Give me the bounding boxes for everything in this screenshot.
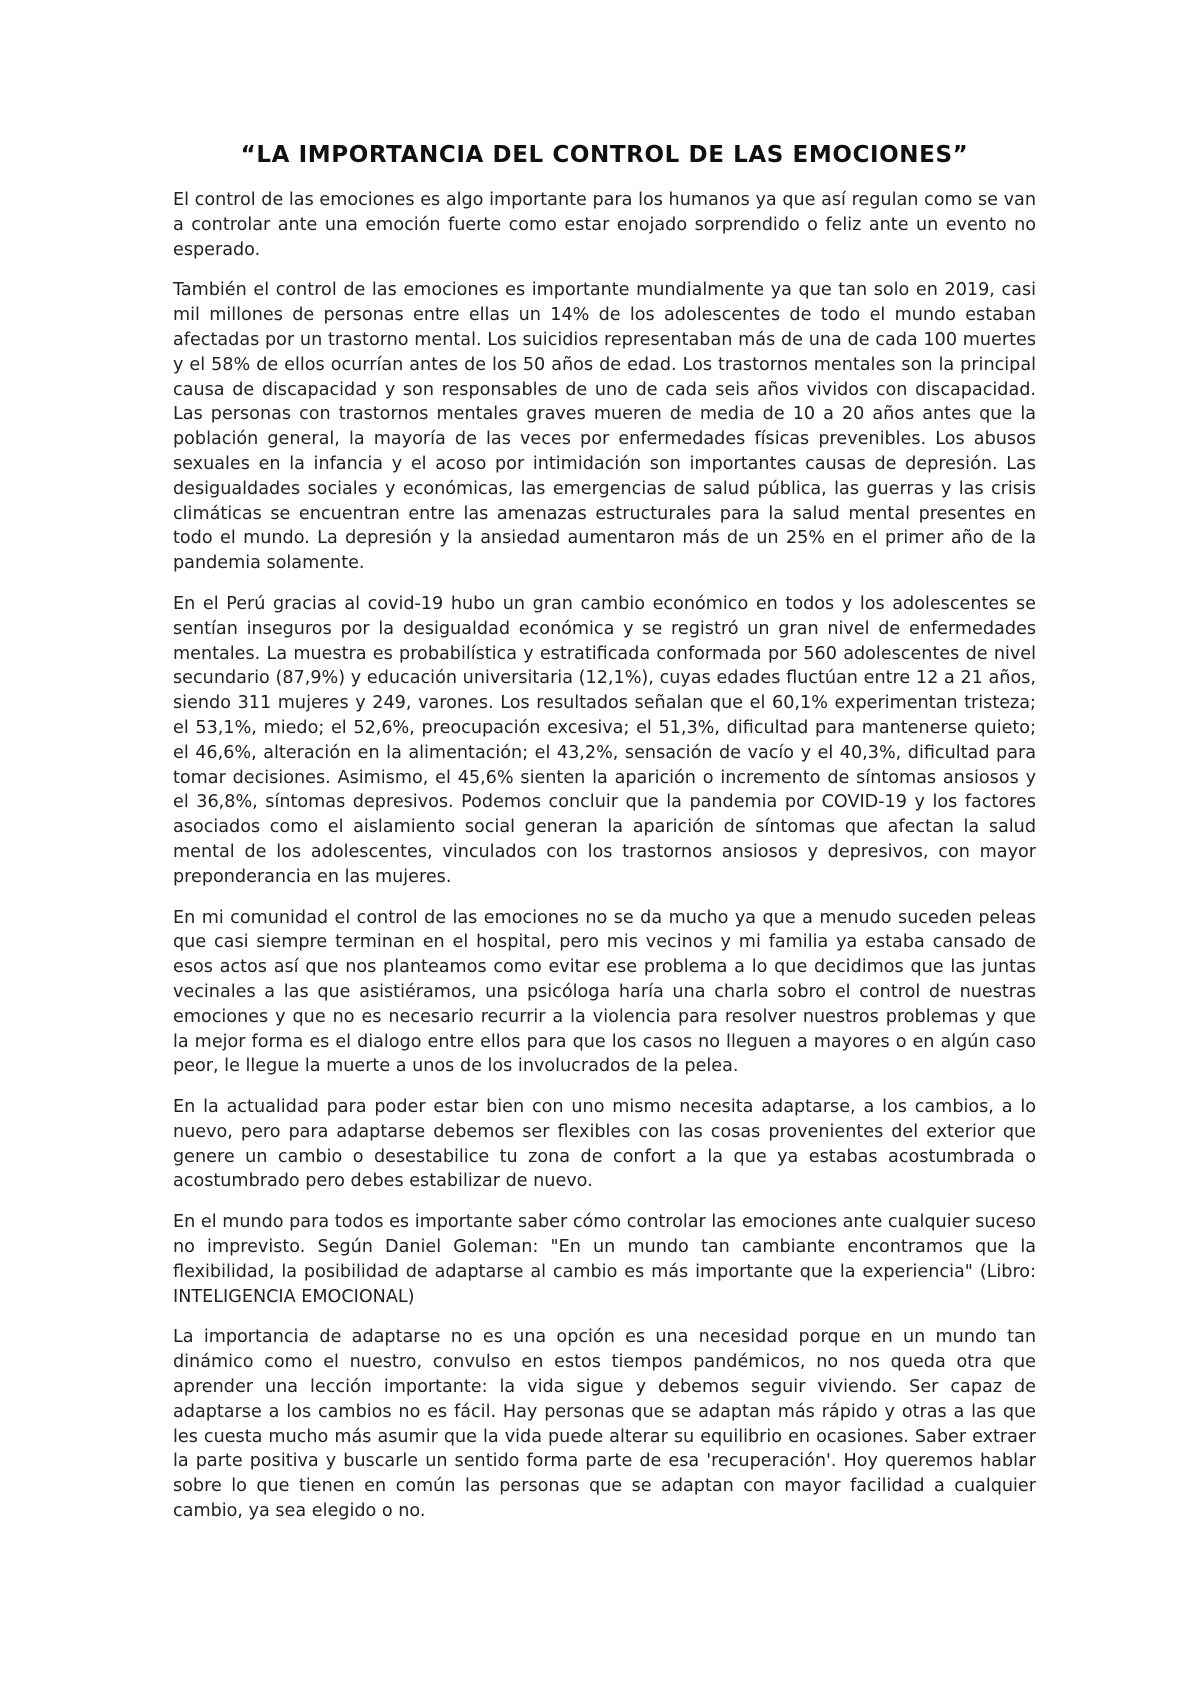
paragraph-global-mental-health: También el control de las emociones es importante mundialmente ya que tan solo en 2019, casi mil millones de personas entre ellas un 14% de los adolescentes de todo el mundo estaban afectadas por un trastorno mental. Los suicidios representaban más de una de cada 100 muertes y el 58% de ellos ocurrían antes de los 50 años de edad. Los trastornos mentales son la principal causa de discapacidad y son responsables de uno de cada seis años vividos con discapacidad. Las personas con trastornos mentales graves mueren de media de 10 a 20 años antes que la población general, la mayoría de las veces por enfermedades físicas prevenibles. Los abusos sexuales en la infancia y el acoso por intimidación son importantes causas de depresión. Las desigualdades sociales y económicas, las emergencias de salud pública, las guerras y las crisis climáticas se encuentran entre las amenazas estructurales para la salud mental presentes en todo el mundo. La depresión y la ansiedad aumentaron más de un 25% en el primer año de la pandemia solamente. xyxy=(173,280,1036,574)
paragraph-community: En mi comunidad el control de las emociones no se da mucho ya que a menudo suceden peleas que casi siempre terminan en el hospital, pero mis vecinos y mi familia ya estaba cansado de esos actos así que nos planteamos como evitar ese problema a lo que decidimos que las juntas vecinales a las que asistiéramos, una psicóloga haría una charla sobro el control de nuestras emociones y que no es necesario recurrir a la violencia para resolver nuestros problemas y que la mejor forma es el dialogo entre ellos para que los casos no lleguen a mayores o en algún caso peor, le llegue la muerte a unos de los involucrados de la pelea. xyxy=(173,907,1036,1077)
paragraph-conclusion: La importancia de adaptarse no es una opción es una necesidad porque en un mundo tan dinámico como el nuestro, convulso en estos tiempos pandémicos, no nos queda otra que aprender una lección importante: la vida sigue y debemos seguir viviendo. Ser capaz de adaptarse a los cambios no es fácil. Hay personas que se adaptan más rápido y otras a las que les cuesta mucho más asumir que la vida puede alterar su equilibrio en ocasiones. Saber extraer la parte positiva y buscarle un sentido forma parte de esa 'recuperación'. Hoy queremos hablar sobre lo que tienen en común las personas que se adaptan con mayor facilidad a cualquier cambio, ya sea elegido o no. xyxy=(173,1327,1036,1522)
paragraph-adaptation: En la actualidad para poder estar bien con uno mismo necesita adaptarse, a los cambios, a lo nuevo, pero para adaptarse debemos ser flexibles con las cosas provenientes del exterior que genere un cambio o desestabilice tu zona de confort a la que ya estabas acostumbrada o acostumbrado pero debes estabilizar de nuevo. xyxy=(173,1097,1036,1192)
paragraph-intro: El control de las emociones es algo importante para los humanos ya que así regulan como se van a controlar ante una emoción fuerte como estar enojado sorprendido o feliz ante un evento no esperado. xyxy=(173,190,1036,260)
paragraph-goleman-quote: En el mundo para todos es importante saber cómo controlar las emociones ante cualquier suceso no imprevisto. Según Daniel Goleman: "En un mundo tan cambiante encontramos que la flexibilidad, la posibilidad de adaptarse al cambio es más importante que la experiencia" (Libro: INTELIGENCIA EMOCIONAL) xyxy=(173,1212,1036,1307)
document-title: “LA IMPORTANCIA DEL CONTROL DE LAS EMOCIONES” xyxy=(240,142,969,168)
paragraph-peru-study: En el Perú gracias al covid-19 hubo un gran cambio económico en todos y los adolescentes se sentían inseguros por la desigualdad económica y se registró un gran nivel de enfermedades mentales. La muestra es probabilística y estratificada conformada por 560 adolescentes de nivel secundario (87,9%) y educación universitaria (12,1%), cuyas edades fluctúan entre 12 a 21 años, siendo 311 mujeres y 249, varones. Los resultados señalan que el 60,1% experimentan tristeza; el 53,1%, miedo; el 52,6%, preocupación excesiva; el 51,3%, dificultad para mantenerse quieto; el 46,6%, alteración en la alimentación; el 43,2%, sensación de vacío y el 40,3%, dificultad para tomar decisiones. Asimismo, el 45,6% sienten la aparición o incremento de síntomas ansiosos y el 36,8%, síntomas depresivos. Podemos concluir que la pandemia por COVID-19 y los factores asociados como el aislamiento social generan la aparición de síntomas que afectan la salud mental de los adolescentes, vinculados con los trastornos ansiosos y depresivos, con mayor preponderancia en las mujeres. xyxy=(173,593,1036,887)
